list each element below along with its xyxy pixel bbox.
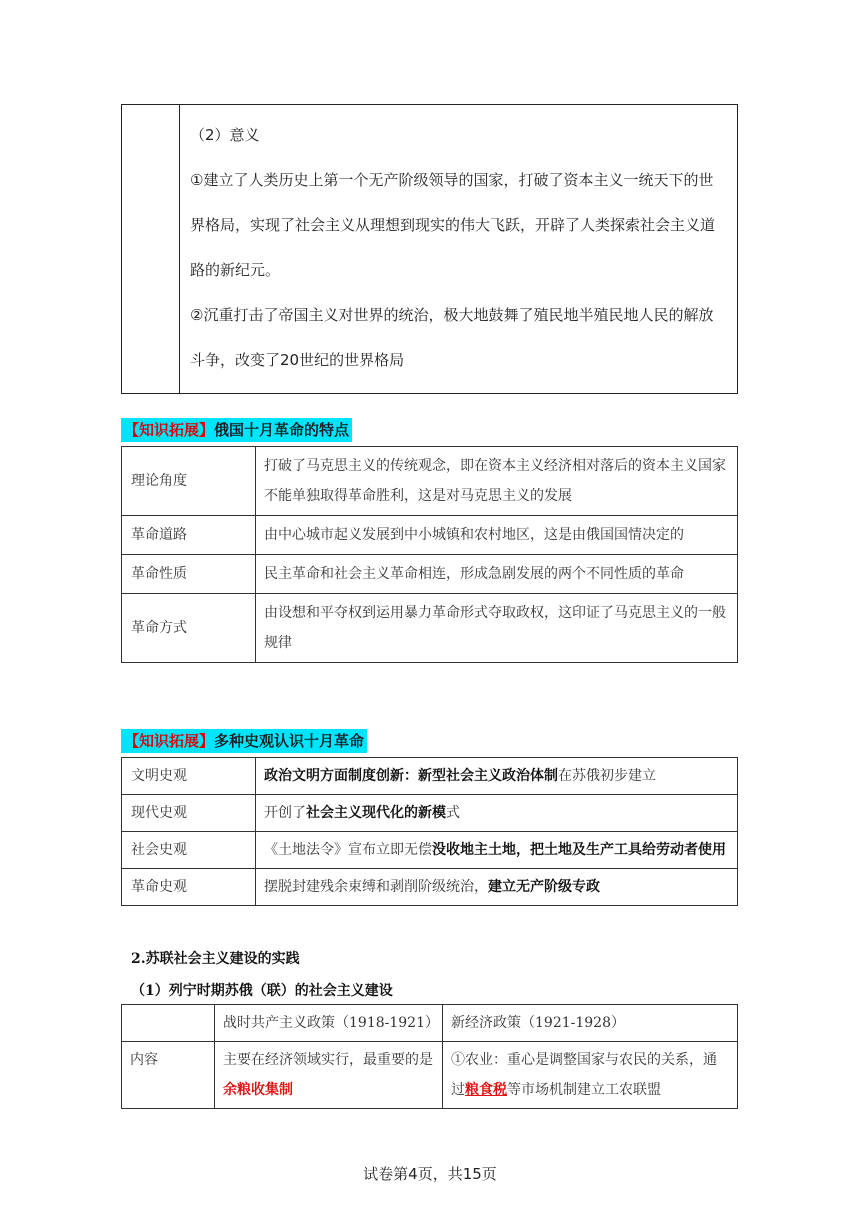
- view-value: [256, 869, 738, 906]
- policy-highlight: 余粮收集制: [223, 1082, 293, 1098]
- table-row: [122, 758, 738, 795]
- significance-table: [121, 104, 738, 394]
- view-bold-text: 建立无产阶级专政: [488, 879, 600, 895]
- views-title: 多种史观认识十月革命: [214, 732, 365, 750]
- view-key: 现代史观: [122, 795, 256, 832]
- view-key: 革命史观: [122, 869, 256, 906]
- policy-text: 主要在经济领域实行，最重要的是: [223, 1052, 433, 1068]
- feature-value: 民主革命和社会主义革命相连，形成急剧发展的两个不同性质的革命: [256, 555, 738, 594]
- features-tag: 【知识拓展】: [124, 421, 215, 439]
- table-row: [122, 447, 738, 516]
- policy-text: 等市场机制建立工农联盟: [507, 1082, 661, 1098]
- feature-key: 理论角度: [122, 447, 256, 516]
- views-tag: 【知识拓展】: [124, 732, 215, 750]
- view-bold-text: 政治文明方面制度创新：新型社会主义政治体制: [264, 768, 558, 784]
- views-banner: [121, 729, 367, 753]
- table-row: [122, 795, 738, 832]
- policy-col-2-content: [443, 1042, 738, 1109]
- policy-text: ①农业：重心是调整国家与农民的关系，通过: [451, 1052, 717, 1098]
- significance-point-1: ①建立了人类历史上第一个无产阶级领导的国家，打破了资本主义一统天下的世界格局，实现了社会主义从理想到现实的伟大飞跃，开辟了人类探索社会主义道路的新纪元。: [190, 171, 716, 279]
- policy-col-2-header: 新经济政策（1921-1928）: [443, 1005, 738, 1042]
- significance-heading: （2）意义: [190, 126, 260, 144]
- policy-highlight: 粮食税: [465, 1082, 507, 1098]
- table-row: [122, 832, 738, 869]
- table-row: [122, 1042, 738, 1109]
- view-text: 开创了: [264, 805, 306, 821]
- view-text: 摆脱封建残余束缚和剥削阶级统治，: [264, 879, 488, 895]
- significance-point-2: ②沉重打击了帝国主义对世界的统治，极大地鼓舞了殖民地半殖民地人民的解放斗争，改变了20世纪的世界格局: [190, 306, 714, 369]
- significance-label-cell: [122, 105, 180, 394]
- feature-value: 由中心城市起义发展到中小城镇和农村地区，这是由俄国国情决定的: [256, 516, 738, 555]
- view-value: [256, 832, 738, 869]
- page-footer: 试卷第4页，共15页: [363, 1165, 497, 1183]
- feature-key: 革命方式: [122, 594, 256, 663]
- feature-value: 打破了马克思主义的传统观念，即在资本主义经济相对落后的资本主义国家不能单独取得革命胜利，这是对马克思主义的发展: [256, 447, 738, 516]
- policy-table: [121, 1004, 738, 1109]
- significance-content-cell: [180, 105, 738, 394]
- features-table: [121, 446, 738, 663]
- view-value: [256, 795, 738, 832]
- view-bold-text: 社会主义现代化的新模: [306, 805, 446, 821]
- table-row: [122, 594, 738, 663]
- feature-key: 革命道路: [122, 516, 256, 555]
- view-key: 社会史观: [122, 832, 256, 869]
- view-bold-text: 没收地主土地，把土地及生产工具给劳动者使用: [432, 842, 726, 858]
- section-2-title: 2.苏联社会主义建设的实践: [131, 951, 300, 967]
- section-2-subtitle: （1）列宁时期苏俄（联）的社会主义建设: [131, 983, 393, 999]
- views-table: [121, 757, 738, 906]
- feature-key: 革命性质: [122, 555, 256, 594]
- table-row: [122, 555, 738, 594]
- view-text: 式: [446, 805, 460, 821]
- feature-value: 由设想和平夺权到运用暴力革命形式夺取政权，这印证了马克思主义的一般规律: [256, 594, 738, 663]
- view-value: [256, 758, 738, 795]
- policy-col-1-header: 战时共产主义政策（1918-1921）: [215, 1005, 443, 1042]
- view-text: 《土地法令》宣布立即无偿: [264, 842, 432, 858]
- policy-col-1-content: [215, 1042, 443, 1109]
- policy-row-label: 内容: [122, 1042, 215, 1109]
- table-row: [122, 1005, 738, 1042]
- table-row: [122, 869, 738, 906]
- policy-corner-cell: [122, 1005, 215, 1042]
- view-text: 在苏俄初步建立: [558, 768, 656, 784]
- features-title: 俄国十月革命的特点: [214, 421, 350, 439]
- table-row: [122, 516, 738, 555]
- features-banner: [121, 418, 352, 442]
- view-key: 文明史观: [122, 758, 256, 795]
